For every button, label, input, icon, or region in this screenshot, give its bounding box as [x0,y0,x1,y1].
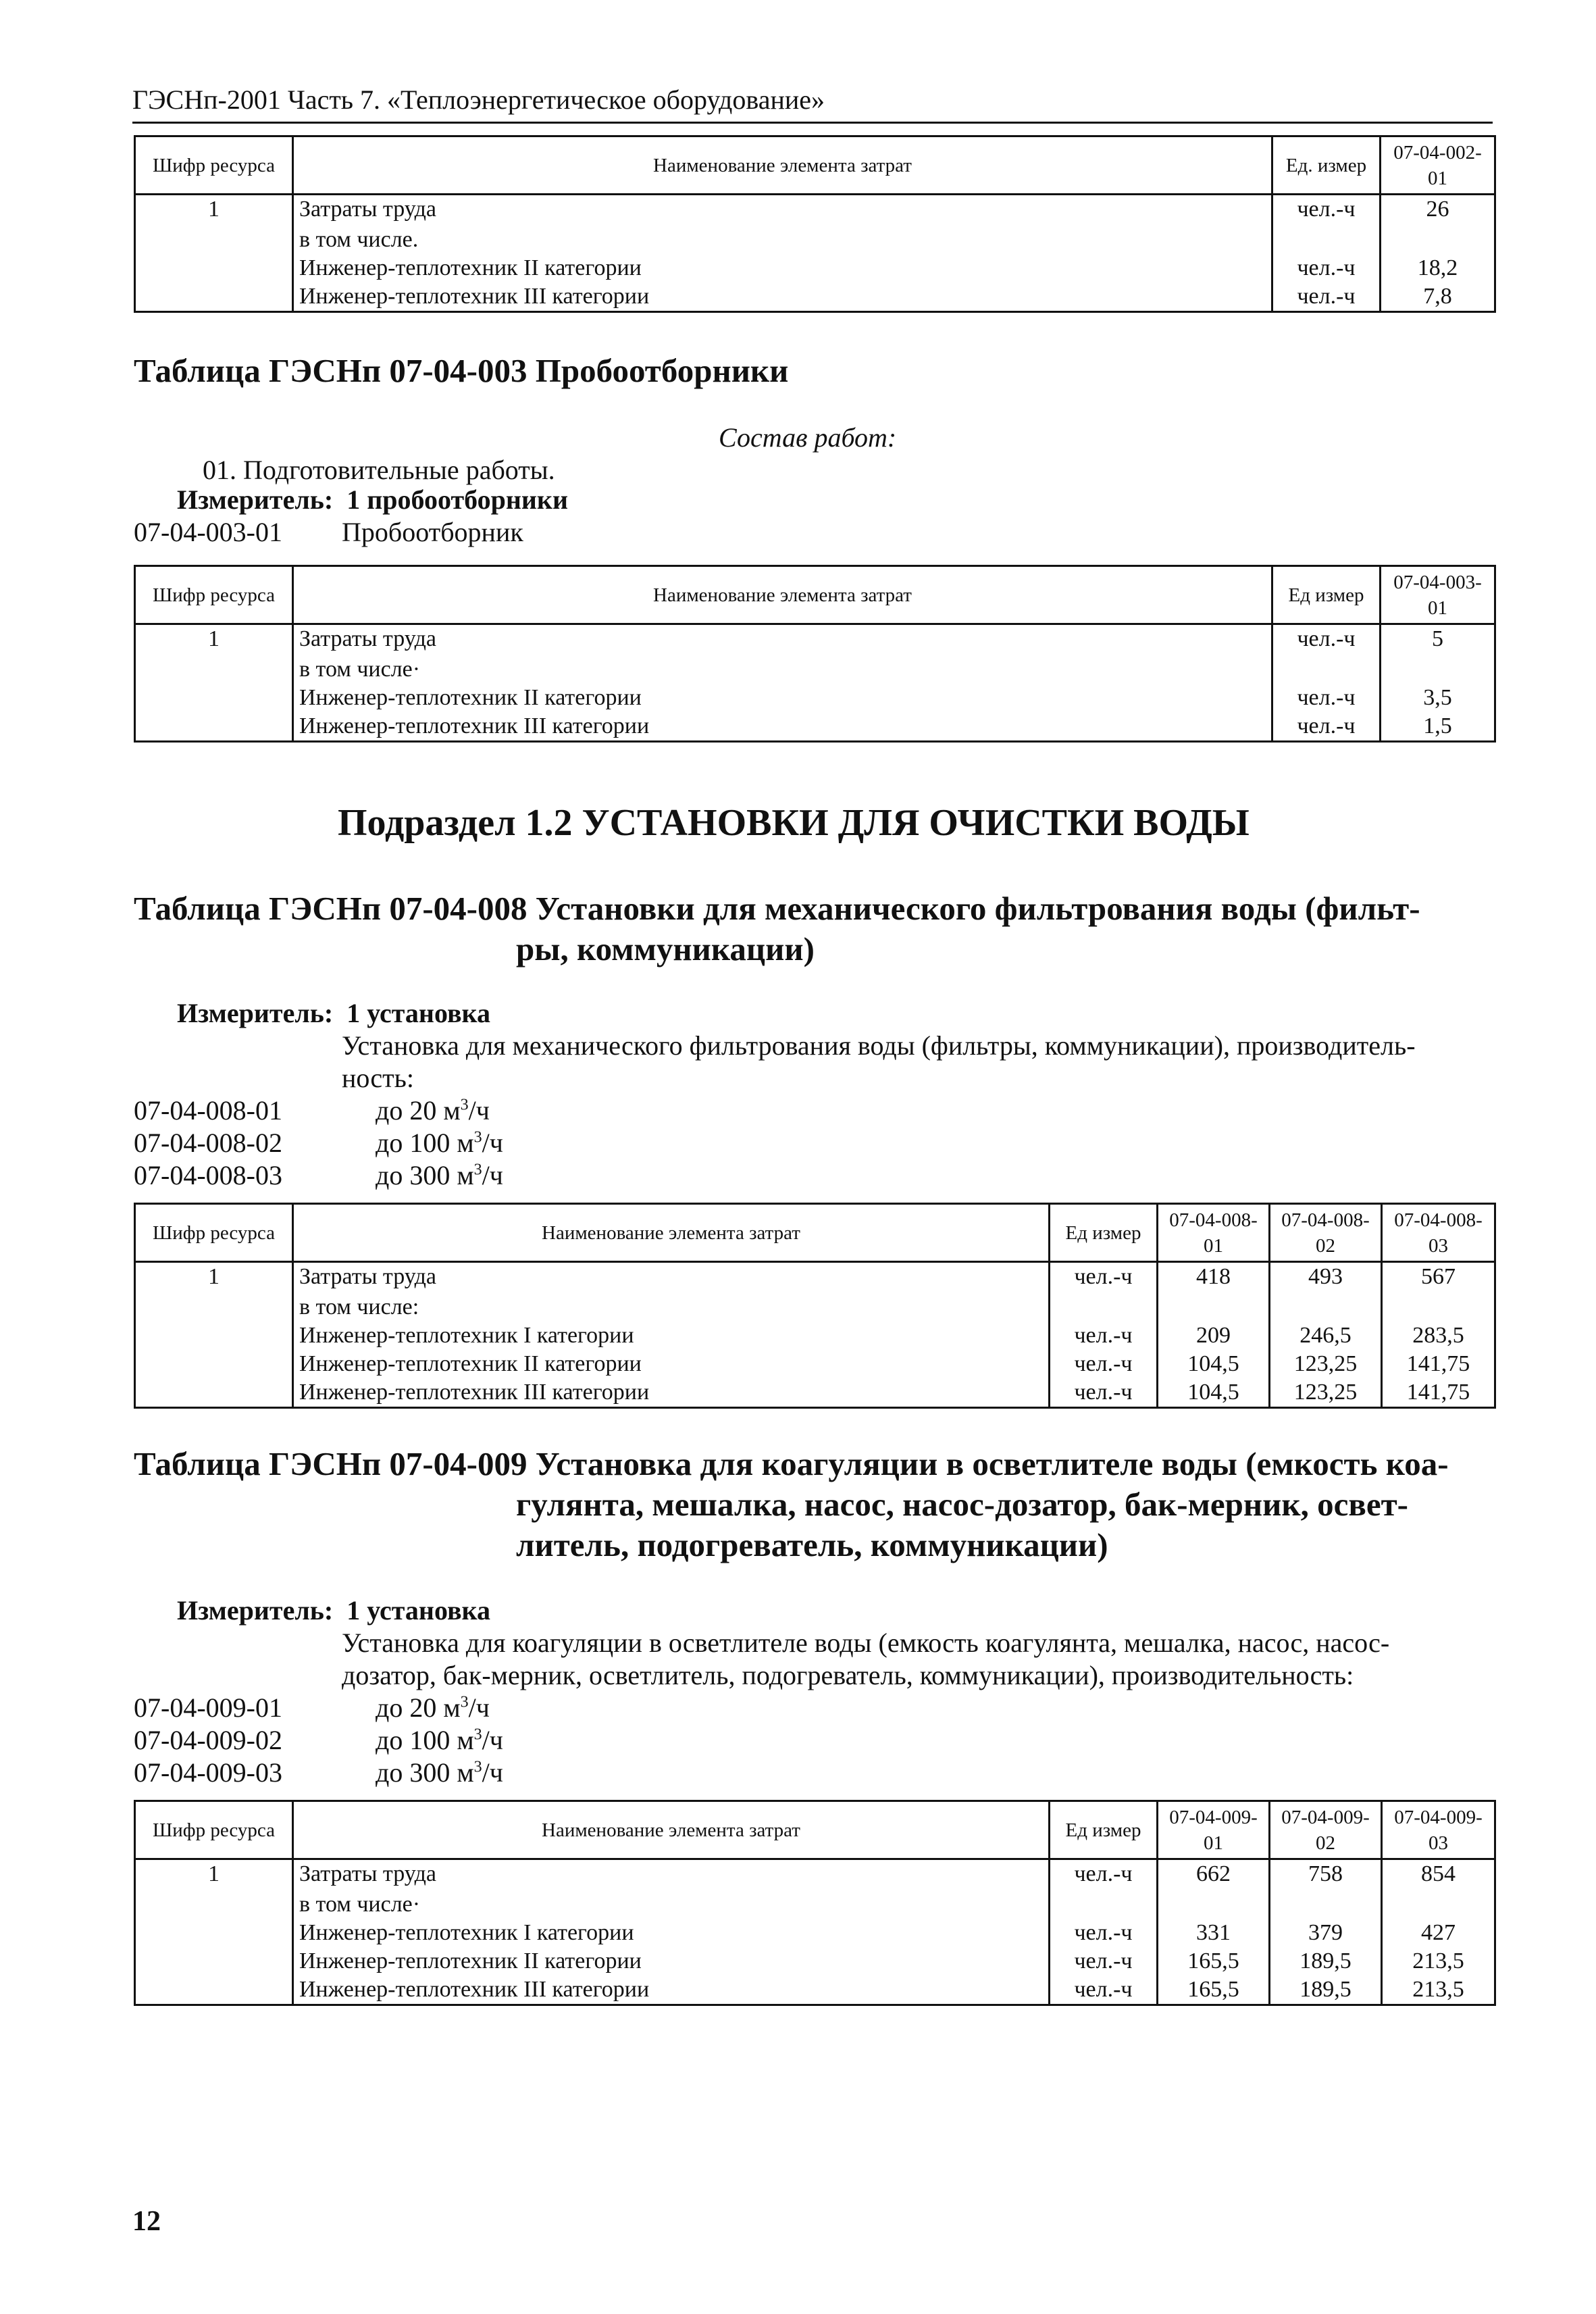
capacity-unit-tail: /ч [482,1128,503,1158]
capacity-value: до 100 м [376,1128,474,1158]
table-row [135,624,1495,655]
col-header-norm-code: 07-04-009-03 [1382,1801,1495,1859]
item-code: 07-04-009-02 [134,1725,282,1755]
cost-element-name-cell: в том числе· [293,1890,1050,1919]
resource-code-cell: 1 [135,1859,293,1890]
resource-code-cell [135,655,293,684]
table-body [135,1262,1495,1408]
resource-code-cell [135,1378,293,1408]
meter-line [177,1594,490,1626]
table-row [135,1859,1495,1890]
col-header-norm-code: 07-04-008-01 [1158,1204,1270,1262]
norm-value-cell [1270,1890,1382,1919]
norm-table-003 [134,565,1496,743]
work-item: 01. Подготовительные работы. [203,455,555,485]
item-capacity [376,1159,503,1191]
norm-value-cell: 209 [1158,1322,1270,1350]
norm-value-cell: 123,25 [1270,1350,1382,1378]
cost-element-name-cell: Инженер-теплотехник II категории [293,1350,1050,1378]
table-title-003: Таблица ГЭСНп 07-04-003 Пробоотборники [134,352,789,389]
table-row [135,1976,1495,2005]
item-name: Пробоотборник [342,517,523,547]
description-line: дозатор, бак-мерник, осветлитель, подогреватель, коммуникации), производительность: [342,1660,1354,1690]
capacity-unit-tail: /ч [482,1757,503,1788]
resource-code-cell [135,226,293,254]
resource-code-cell [135,1919,293,1947]
unit-cell: чел.-ч [1050,1976,1158,2005]
meter-value: 1 установка [346,1595,490,1626]
col-header-norm-code: 07-04-003-01 [1381,566,1495,624]
item-capacity [376,1757,503,1788]
item-code: 07-04-003-01 [134,517,282,547]
norm-value-cell: 18,2 [1381,254,1495,282]
col-header-norm-code: 07-04-009-02 [1270,1801,1382,1859]
norm-value-cell: 1,5 [1381,712,1495,742]
table-row [135,1350,1495,1378]
resource-code-cell [135,684,293,712]
col-header-norm-code: 07-04-008-03 [1382,1204,1495,1262]
norm-value-cell: 165,5 [1158,1947,1270,1976]
norm-value-cell: 418 [1158,1262,1270,1293]
capacity-value: до 300 м [376,1160,474,1190]
col-header-name: Наименование элемента затрат [293,136,1272,195]
table-row [135,195,1495,226]
table-title-008-line1: Таблица ГЭСНп 07-04-008 Установки для механического фильтрования воды (фильт- [134,890,1420,927]
capacity-unit-tail: /ч [482,1725,503,1755]
norm-value-cell: 26 [1381,195,1495,226]
col-header-unit: Ед измер [1050,1801,1158,1859]
norm-value-cell: 5 [1381,624,1495,655]
capacity-value: до 300 м [376,1757,474,1788]
table-row [135,1890,1495,1919]
resource-code-cell [135,254,293,282]
resource-code-cell [135,282,293,312]
cost-element-name-cell: в том числе. [293,226,1272,254]
col-header-unit: Ед. измер [1272,136,1381,195]
capacity-value: до 100 м [376,1725,474,1755]
cost-element-name-cell: Затраты труда [293,624,1272,655]
cost-element-name-cell: Инженер-теплотехник II категории [293,684,1272,712]
cost-element-name-cell: Инженер-теплотехник I категории [293,1919,1050,1947]
header-rule [132,122,1493,124]
table-body [135,624,1495,742]
table-title-009-line2: гулянта, мешалка, насос, насос-дозатор, бак-мерник, освет- [516,1486,1408,1523]
unit-cell: чел.-ч [1050,1322,1158,1350]
col-header-name: Наименование элемента затрат [293,566,1272,624]
norm-value-cell: 189,5 [1270,1976,1382,2005]
resource-code-cell [135,1350,293,1378]
norm-value-cell: 104,5 [1158,1350,1270,1378]
resource-code-cell: 1 [135,195,293,226]
cost-element-name-cell: Инженер-теплотехник I категории [293,1322,1050,1350]
item-code: 07-04-008-01 [134,1095,282,1126]
composition-label: Состав работ: [719,422,897,453]
item-code: 07-04-009-01 [134,1692,282,1723]
capacity-unit-tail: /ч [468,1692,490,1723]
col-header-name: Наименование элемента затрат [293,1801,1050,1859]
norm-value-cell: 246,5 [1270,1322,1382,1350]
norm-value-cell: 213,5 [1382,1947,1495,1976]
item-code: 07-04-008-03 [134,1160,282,1190]
meter-line [177,484,568,515]
resource-code-cell [135,712,293,742]
item-capacity [376,1724,503,1756]
resource-code-cell: 1 [135,624,293,655]
unit-cell [1272,226,1381,254]
norm-value-cell: 3,5 [1381,684,1495,712]
table-body [135,1859,1495,2005]
table-row [135,254,1495,282]
unit-cell: чел.-ч [1050,1947,1158,1976]
unit-cell: чел.-ч [1050,1350,1158,1378]
table-row [135,1378,1495,1408]
col-header-unit: Ед измер [1272,566,1381,624]
unit-cell: чел.-ч [1272,195,1381,226]
cube-superscript: 3 [460,1096,469,1114]
cost-element-name-cell: Инженер-теплотехник III категории [293,1976,1050,2005]
table-row [135,226,1495,254]
norm-value-cell: 854 [1382,1859,1495,1890]
norm-value-cell: 493 [1270,1262,1382,1293]
resource-code-cell [135,1322,293,1350]
unit-cell: чел.-ч [1050,1859,1158,1890]
norm-value-cell: 165,5 [1158,1976,1270,2005]
meter-label: Измеритель: [177,998,334,1028]
table-row [135,1293,1495,1322]
capacity-value: до 20 м [376,1095,461,1126]
cube-superscript: 3 [460,1693,469,1711]
norm-value-cell: 427 [1382,1919,1495,1947]
unit-cell: чел.-ч [1050,1378,1158,1408]
norm-value-cell: 213,5 [1382,1976,1495,2005]
norm-table-002 [134,135,1496,313]
norm-value-cell: 567 [1382,1262,1495,1293]
table-row [135,1262,1495,1293]
capacity-unit-tail: /ч [482,1160,503,1190]
cost-element-name-cell: Затраты труда [293,195,1272,226]
table-row [135,712,1495,742]
norm-value-cell: 7,8 [1381,282,1495,312]
table-row [135,282,1495,312]
col-header-code: Шифр ресурса [135,136,293,195]
col-header-norm-code: 07-04-009-01 [1158,1801,1270,1859]
cost-element-name-cell: Затраты труда [293,1262,1050,1293]
cube-superscript: 3 [473,1128,482,1147]
norm-value-cell [1158,1293,1270,1322]
item-code: 07-04-009-03 [134,1757,282,1788]
unit-cell: чел.-ч [1050,1262,1158,1293]
table-row [135,1919,1495,1947]
col-header-code: Шифр ресурса [135,566,293,624]
meter-value: 1 установка [346,998,490,1028]
page-number: 12 [132,2206,161,2237]
norm-value-cell [1381,655,1495,684]
unit-cell [1272,655,1381,684]
item-capacity [376,1692,490,1724]
norm-value-cell: 141,75 [1382,1350,1495,1378]
resource-code-cell [135,1293,293,1322]
norm-value-cell [1382,1890,1495,1919]
norm-value-cell: 283,5 [1382,1322,1495,1350]
cube-superscript: 3 [473,1161,482,1179]
table-row [135,1947,1495,1976]
norm-value-cell [1270,1293,1382,1322]
unit-cell: чел.-ч [1050,1919,1158,1947]
cube-superscript: 3 [473,1726,482,1744]
norm-value-cell: 141,75 [1382,1378,1495,1408]
col-header-code: Шифр ресурса [135,1801,293,1859]
meter-value: 1 пробоотборники [346,484,569,515]
resource-code-cell [135,1976,293,2005]
cost-element-name-cell: Инженер-теплотехник III категории [293,282,1272,312]
norm-value-cell [1381,226,1495,254]
cost-element-name-cell: Затраты труда [293,1859,1050,1890]
cost-element-name-cell: Инженер-теплотехник II категории [293,1947,1050,1976]
unit-cell: чел.-ч [1272,254,1381,282]
cost-element-name-cell: в том числе· [293,655,1272,684]
table-row [135,1322,1495,1350]
meter-line [177,997,490,1029]
table-row [135,655,1495,684]
item-code: 07-04-008-02 [134,1128,282,1158]
table-title-009-line1: Таблица ГЭСНп 07-04-009 Установка для коагуляции в осветлителе воды (емкость коа- [134,1445,1449,1482]
norm-table-009 [134,1800,1496,2006]
cost-element-name-cell: Инженер-теплотехник III категории [293,1378,1050,1408]
col-header-code: Шифр ресурса [135,1204,293,1262]
cost-element-name-cell: Инженер-теплотехник III категории [293,712,1272,742]
table-body [135,195,1495,312]
col-header-unit: Ед измер [1050,1204,1158,1262]
norm-value-cell: 123,25 [1270,1378,1382,1408]
resource-code-cell [135,1890,293,1919]
capacity-value: до 20 м [376,1692,461,1723]
norm-value-cell [1382,1293,1495,1322]
unit-cell: чел.-ч [1272,624,1381,655]
resource-code-cell: 1 [135,1262,293,1293]
norm-value-cell: 758 [1270,1859,1382,1890]
norm-value-cell: 331 [1158,1919,1270,1947]
cost-element-name-cell: в том числе: [293,1293,1050,1322]
running-header: ГЭСНп-2001 Часть 7. «Теплоэнергетическое оборудование» [132,84,825,115]
norm-value-cell: 104,5 [1158,1378,1270,1408]
resource-code-cell [135,1947,293,1976]
unit-cell [1050,1890,1158,1919]
col-header-norm-code: 07-04-008-02 [1270,1204,1382,1262]
item-capacity [376,1095,490,1126]
description-line: Установка для коагуляции в осветлителе воды (емкость коагулянта, мешалка, насос, насос- [342,1628,1390,1658]
table-title-008-line2: ры, коммуникации) [516,930,815,967]
capacity-unit-tail: /ч [468,1095,490,1126]
cube-superscript: 3 [473,1758,482,1776]
norm-value-cell: 662 [1158,1859,1270,1890]
description-line: Установка для механического фильтрования воды (фильтры, коммуникации), производитель- [342,1030,1416,1061]
table-row [135,684,1495,712]
cost-element-name-cell: Инженер-теплотехник II категории [293,254,1272,282]
unit-cell: чел.-ч [1272,712,1381,742]
meter-label: Измеритель: [177,484,334,515]
meter-label: Измеритель: [177,1595,334,1626]
unit-cell: чел.-ч [1272,282,1381,312]
norm-value-cell: 189,5 [1270,1947,1382,1976]
unit-cell: чел.-ч [1272,684,1381,712]
description-line: ность: [342,1063,414,1093]
unit-cell [1050,1293,1158,1322]
table-title-009-line3: литель, подогреватель, коммуникации) [516,1526,1108,1563]
norm-value-cell: 379 [1270,1919,1382,1947]
item-capacity [376,1127,503,1159]
norm-value-cell [1158,1890,1270,1919]
col-header-norm-code: 07-04-002-01 [1381,136,1495,195]
section-title: Подраздел 1.2 УСТАНОВКИ ДЛЯ ОЧИСТКИ ВОДЫ [338,802,1250,844]
col-header-name: Наименование элемента затрат [293,1204,1050,1262]
norm-table-008 [134,1203,1496,1409]
